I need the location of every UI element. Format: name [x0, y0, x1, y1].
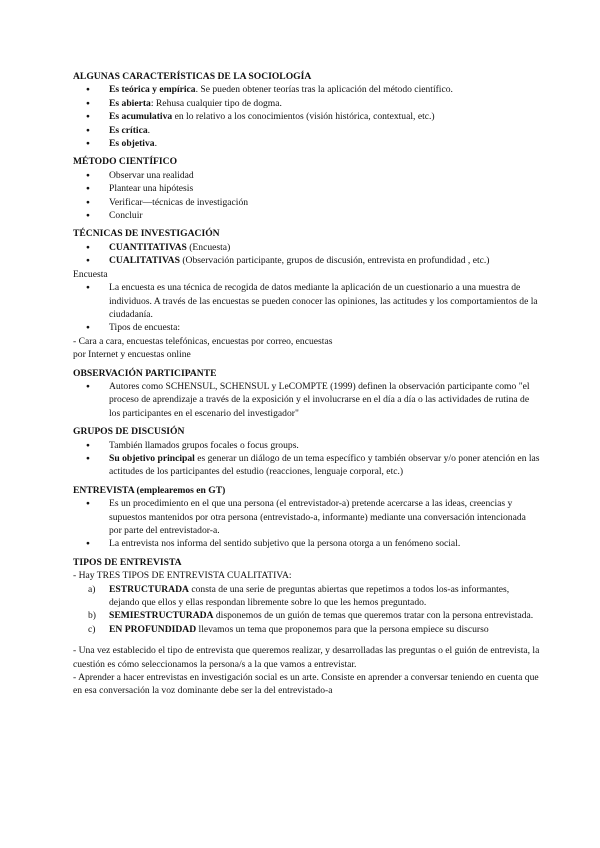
list-item: c) EN PROFUNDIDAD llevamos un tema que proponemos para que la persona empiece su discurso	[88, 623, 489, 635]
tipos-intro: - Hay TRES TIPOS DE ENTREVISTA CUALITATIVA:	[73, 570, 292, 582]
encuesta-types-line: por Internet y encuestas online	[73, 349, 191, 361]
list-item: ● CUANTITATIVAS (Encuesta)	[73, 241, 540, 254]
section-heading-tecnicas: TÉCNICAS DE INVESTIGACIÓN	[73, 228, 220, 240]
section-heading-entrevista: ENTREVISTA (emplearemos en GT)	[73, 484, 226, 496]
closing-paragraph: - Aprender a hacer entrevistas en investigación social es un arte. Consiste en aprender a conversar teniendo en cuenta que en esa conversación la voz dominante debe ser la del entrevistado-a	[73, 672, 539, 697]
list-item: ● Su objetivo principal es generar un diálogo de un tema específico y también observar y/o poner atención en las actitudes de los participantes del estudio (reacciones, lenguaje corporal, etc.)	[73, 452, 540, 479]
spacer	[73, 636, 540, 644]
list-item: ● Autores como SCHENSUL, SCHENSUL y LeCOMPTE (1999) definen la observación participante como "el proceso de aprendizaje a través de la exposición y el involucrarse en el día a día o las actividades de rutina de los participantes en el escenario del investigador"	[73, 380, 540, 420]
section-heading-observacion: OBSERVACIÓN PARTICIPANTE	[73, 367, 217, 379]
list-item: ● La encuesta es una técnica de recogida de datos mediante la aplicación de un cuestionario a una muestra de individuos. A través de las encuestas se pueden conocer las opiniones, las actitudes y los comportamientos de la ciudadanía.	[73, 281, 540, 321]
list-item: ● Es acumulativa en lo relativo a los conocimientos (visión histórica, contextual, etc.)	[73, 110, 540, 123]
list-item: ● Es un procedimiento en el que una persona (el entrevistador-a) pretende acercarse a las ideas, creencias y supuestos mantenidos por otra persona (entrevistado-a, informante) mediante una conversación intencionada por parte del entrevistador-a.	[73, 497, 540, 537]
list-item: ● También llamados grupos focales o focus groups.	[73, 439, 540, 452]
list-item: ● Concluir	[73, 209, 540, 222]
metodo-list	[73, 169, 540, 223]
observacion-list	[73, 380, 540, 420]
closing-paragraph: - Una vez establecido el tipo de entrevista que queremos realizar, y desarrolladas las preguntas o el guión de entrevista, la cuestión es cómo seleccionamos la persona/s a la que vamos a entrevistar.	[73, 645, 540, 670]
section-heading-grupos: GRUPOS DE DISCUSIÓN	[73, 426, 185, 438]
list-item: ● Plantear una hipótesis	[73, 182, 540, 195]
list-item: ● CUALITATIVAS (Observación participante, grupos de discusión, entrevista en profundidad , etc.)	[73, 254, 540, 267]
entrevista-list	[73, 497, 540, 551]
list-item: ● Es objetiva.	[73, 137, 540, 150]
list-item: ● Tipos de encuesta:	[73, 321, 540, 334]
list-item: ● Observar una realidad	[73, 169, 540, 182]
list-item: b) SEMIESTRUCTURADA disponemos de un guión de temas que queremos tratar con la persona entrevistada.	[88, 610, 534, 622]
caracteristicas-list	[73, 83, 540, 150]
encuesta-subheading: Encuesta	[73, 268, 108, 280]
list-item: ● Es crítica.	[73, 124, 540, 137]
tecnicas-list	[73, 241, 540, 268]
list-item: ● La entrevista nos informa del sentido subjetivo que la persona otorga a un fenómeno social.	[73, 537, 540, 550]
section-heading-tipos: TIPOS DE ENTREVISTA	[73, 556, 182, 568]
grupos-list	[73, 439, 540, 479]
list-item: ● Es teórica y empírica. Se pueden obtener teorías tras la aplicación del método científico.	[73, 83, 540, 96]
encuesta-types-line: - Cara a cara, encuestas telefónicas, encuestas por correo, encuestas	[73, 335, 333, 347]
encuesta-list	[73, 281, 540, 335]
tipos-list	[73, 583, 540, 637]
section-heading-caracteristicas: ALGUNAS CARACTERÍSTICAS DE LA SOCIOLOGÍA	[73, 71, 312, 82]
list-item: a) ESTRUCTURADA consta de una serie de preguntas abiertas que repetimos a todos los-as informantes, dejando que ellos y ellas respondan libremente sobre lo que les hemos preguntado.	[88, 583, 510, 609]
list-item: ● Es abierta: Rehusa cualquier tipo de dogma.	[73, 97, 540, 110]
section-heading-metodo: MÉTODO CIENTÍFICO	[73, 156, 178, 168]
list-item: ● Verificar—técnicas de investigación	[73, 196, 540, 209]
